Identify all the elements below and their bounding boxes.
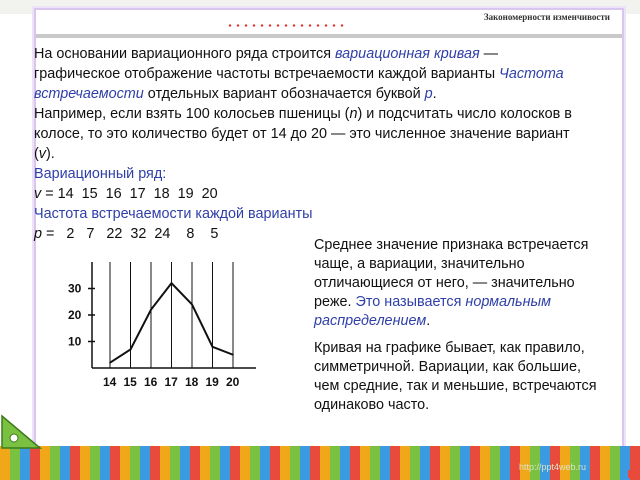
text-run: Среднее значение признака встречается чаще, а вариации, значительно отличающиеся от него, — значительно реже. <box>314 237 589 310</box>
p-label: p <box>34 226 43 242</box>
data-point <box>232 354 234 356</box>
intro-text <box>34 44 574 244</box>
text-run: . <box>426 313 431 329</box>
data-point <box>171 282 173 284</box>
variation-curve-chart <box>66 256 266 396</box>
triangle-ruler-icon <box>0 410 60 450</box>
text-run: Например, если взять 100 колосьев пшеницы ( <box>34 106 350 122</box>
data-point <box>212 346 214 348</box>
right-paragraph-2: Кривая на графике бывает, как правило, симметричной. Вариации, как большие, чем средние, так и меньшие, встречаются одинаково часто. <box>314 340 597 413</box>
decorative-dots <box>226 24 346 27</box>
text-run: ) и подсчитать число колосков в колосе, то это количество будет от 14 до 20 — это численное значение вариант ( <box>34 106 572 162</box>
intro-paragraph-1 <box>34 44 574 104</box>
text-run: — графическое отображение частоты встречаемости каждой варианты <box>34 46 500 82</box>
x-tick-label: 18 <box>185 375 199 389</box>
data-point <box>109 362 111 364</box>
data-point <box>130 349 132 351</box>
x-tick-label: 15 <box>123 375 137 389</box>
text-run-blue: Это называется <box>355 294 466 310</box>
term-normal-distribution: нормальным распределением <box>314 294 551 329</box>
x-tick-label: 16 <box>144 375 158 389</box>
y-tick-label: 10 <box>68 334 82 349</box>
series-heading: Вариационный ряд: <box>34 166 167 182</box>
v-row <box>34 184 574 204</box>
text-run: На основании вариационного ряда строится <box>34 46 335 62</box>
term-frequency: Частота встречаемости <box>34 66 564 102</box>
text-run: отдельных вариант обозначается буквой <box>143 86 425 102</box>
data-point <box>191 304 193 306</box>
right-text <box>314 236 604 423</box>
corner-mark <box>628 470 636 478</box>
text-run: . <box>432 86 437 102</box>
letter-v: v <box>38 146 46 162</box>
x-tick-label: 19 <box>205 375 219 389</box>
term-variation-curve: вариационная кривая <box>334 46 480 62</box>
data-point <box>150 309 152 311</box>
y-tick-label: 20 <box>68 308 82 322</box>
x-tick-label: 20 <box>226 375 240 389</box>
header-title: Закономерности изменчивости <box>483 12 610 22</box>
right-paragraph-1 <box>314 236 604 331</box>
p-values: = 2 7 22 32 24 8 5 <box>46 226 219 242</box>
text-run: ). <box>46 146 55 162</box>
v-label: v <box>34 186 42 202</box>
intro-paragraph-2 <box>34 104 574 164</box>
letter-p: p <box>424 86 433 102</box>
frequency-heading: Частота встречаемости каждой варианты <box>34 206 313 222</box>
chart-svg <box>66 256 266 396</box>
v-values: = 14 15 16 17 18 19 20 <box>45 186 218 202</box>
footer-url: http://ppt4web.ru <box>518 462 586 472</box>
y-tick-label: 30 <box>68 281 82 296</box>
x-tick-label: 17 <box>164 375 178 389</box>
x-tick-label: 14 <box>103 375 117 389</box>
letter-n: n <box>349 106 358 122</box>
header-rule <box>36 34 622 38</box>
